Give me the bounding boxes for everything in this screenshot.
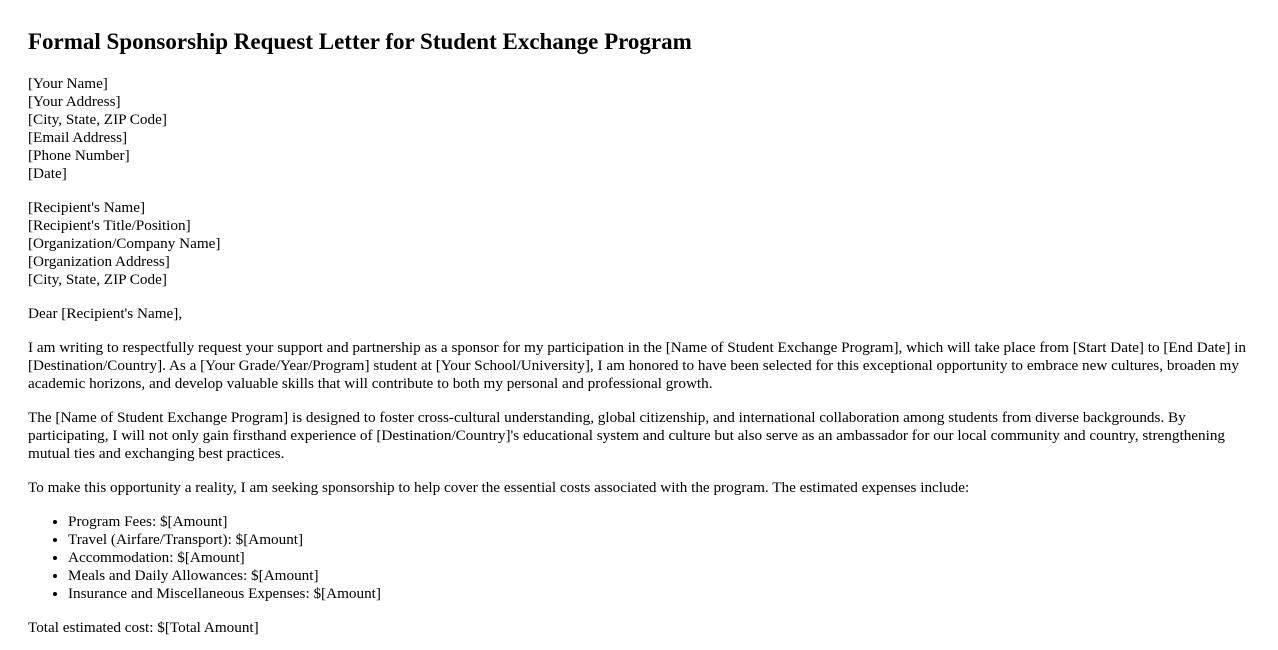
sender-city-state-zip: [City, State, ZIP Code] xyxy=(28,111,167,128)
expense-list xyxy=(28,513,1250,603)
list-item: • Meals and Daily Allowances: $[Amount] xyxy=(68,567,1250,585)
letter-date: [Date] xyxy=(28,165,67,182)
sender-address: [Your Address] xyxy=(28,93,121,110)
recipient-city-state-zip: [City, State, ZIP Code] xyxy=(28,271,167,288)
recipient-name: [Recipient's Name] xyxy=(28,199,146,216)
letter-title: Formal Sponsorship Request Letter for Student Exchange Program xyxy=(28,29,692,54)
paragraph-program: The [Name of Student Exchange Program] is designed to foster cross-cultural understanding, global citizenship, and international collaboration among students from diverse backgrounds. By participating, I will not only gain firsthand experience of [Destination/Country]'s educational system and culture but also serve as an ambassador for our local community and country, strengthening mutual ties and exchanging best practices. xyxy=(28,409,1226,462)
salutation: Dear [Recipient's Name], xyxy=(28,305,183,322)
list-item: • Accommodation: $[Amount] xyxy=(68,549,1250,567)
recipient-title: [Recipient's Title/Position] xyxy=(28,217,191,234)
sender-email: [Email Address] xyxy=(28,129,128,146)
paragraph-intro: I am writing to respectfully request your support and partnership as a sponsor for my participation in the [Name of Student Exchange Program], which will take place from [Start Date] to [End Date] in [Destination/Country]. As a [Your Grade/Year/Program] student at [Your School/University], I am honored to have been selected for this exceptional opportunity to embrace new cultures, broaden my academic horizons, and develop valuable skills that will contribute to both my personal and professional growth. xyxy=(28,339,1247,392)
recipient-address-block xyxy=(28,199,1250,289)
sender-address-block xyxy=(28,75,1250,183)
sender-name: [Your Name] xyxy=(28,75,108,92)
total-cost: Total estimated cost: $[Total Amount] xyxy=(28,619,259,636)
recipient-organization-address: [Organization Address] xyxy=(28,253,170,270)
list-item: • Travel (Airfare/Transport): $[Amount] xyxy=(68,531,1250,549)
list-item: • Insurance and Miscellaneous Expenses: $[Amount] xyxy=(68,585,1250,603)
paragraph-costs: To make this opportunity a reality, I am seeking sponsorship to help cover the essential costs associated with the program. The estimated expenses include: xyxy=(28,479,970,496)
list-item: • Program Fees: $[Amount] xyxy=(68,513,1250,531)
sender-phone: [Phone Number] xyxy=(28,147,130,164)
recipient-organization: [Organization/Company Name] xyxy=(28,235,221,252)
